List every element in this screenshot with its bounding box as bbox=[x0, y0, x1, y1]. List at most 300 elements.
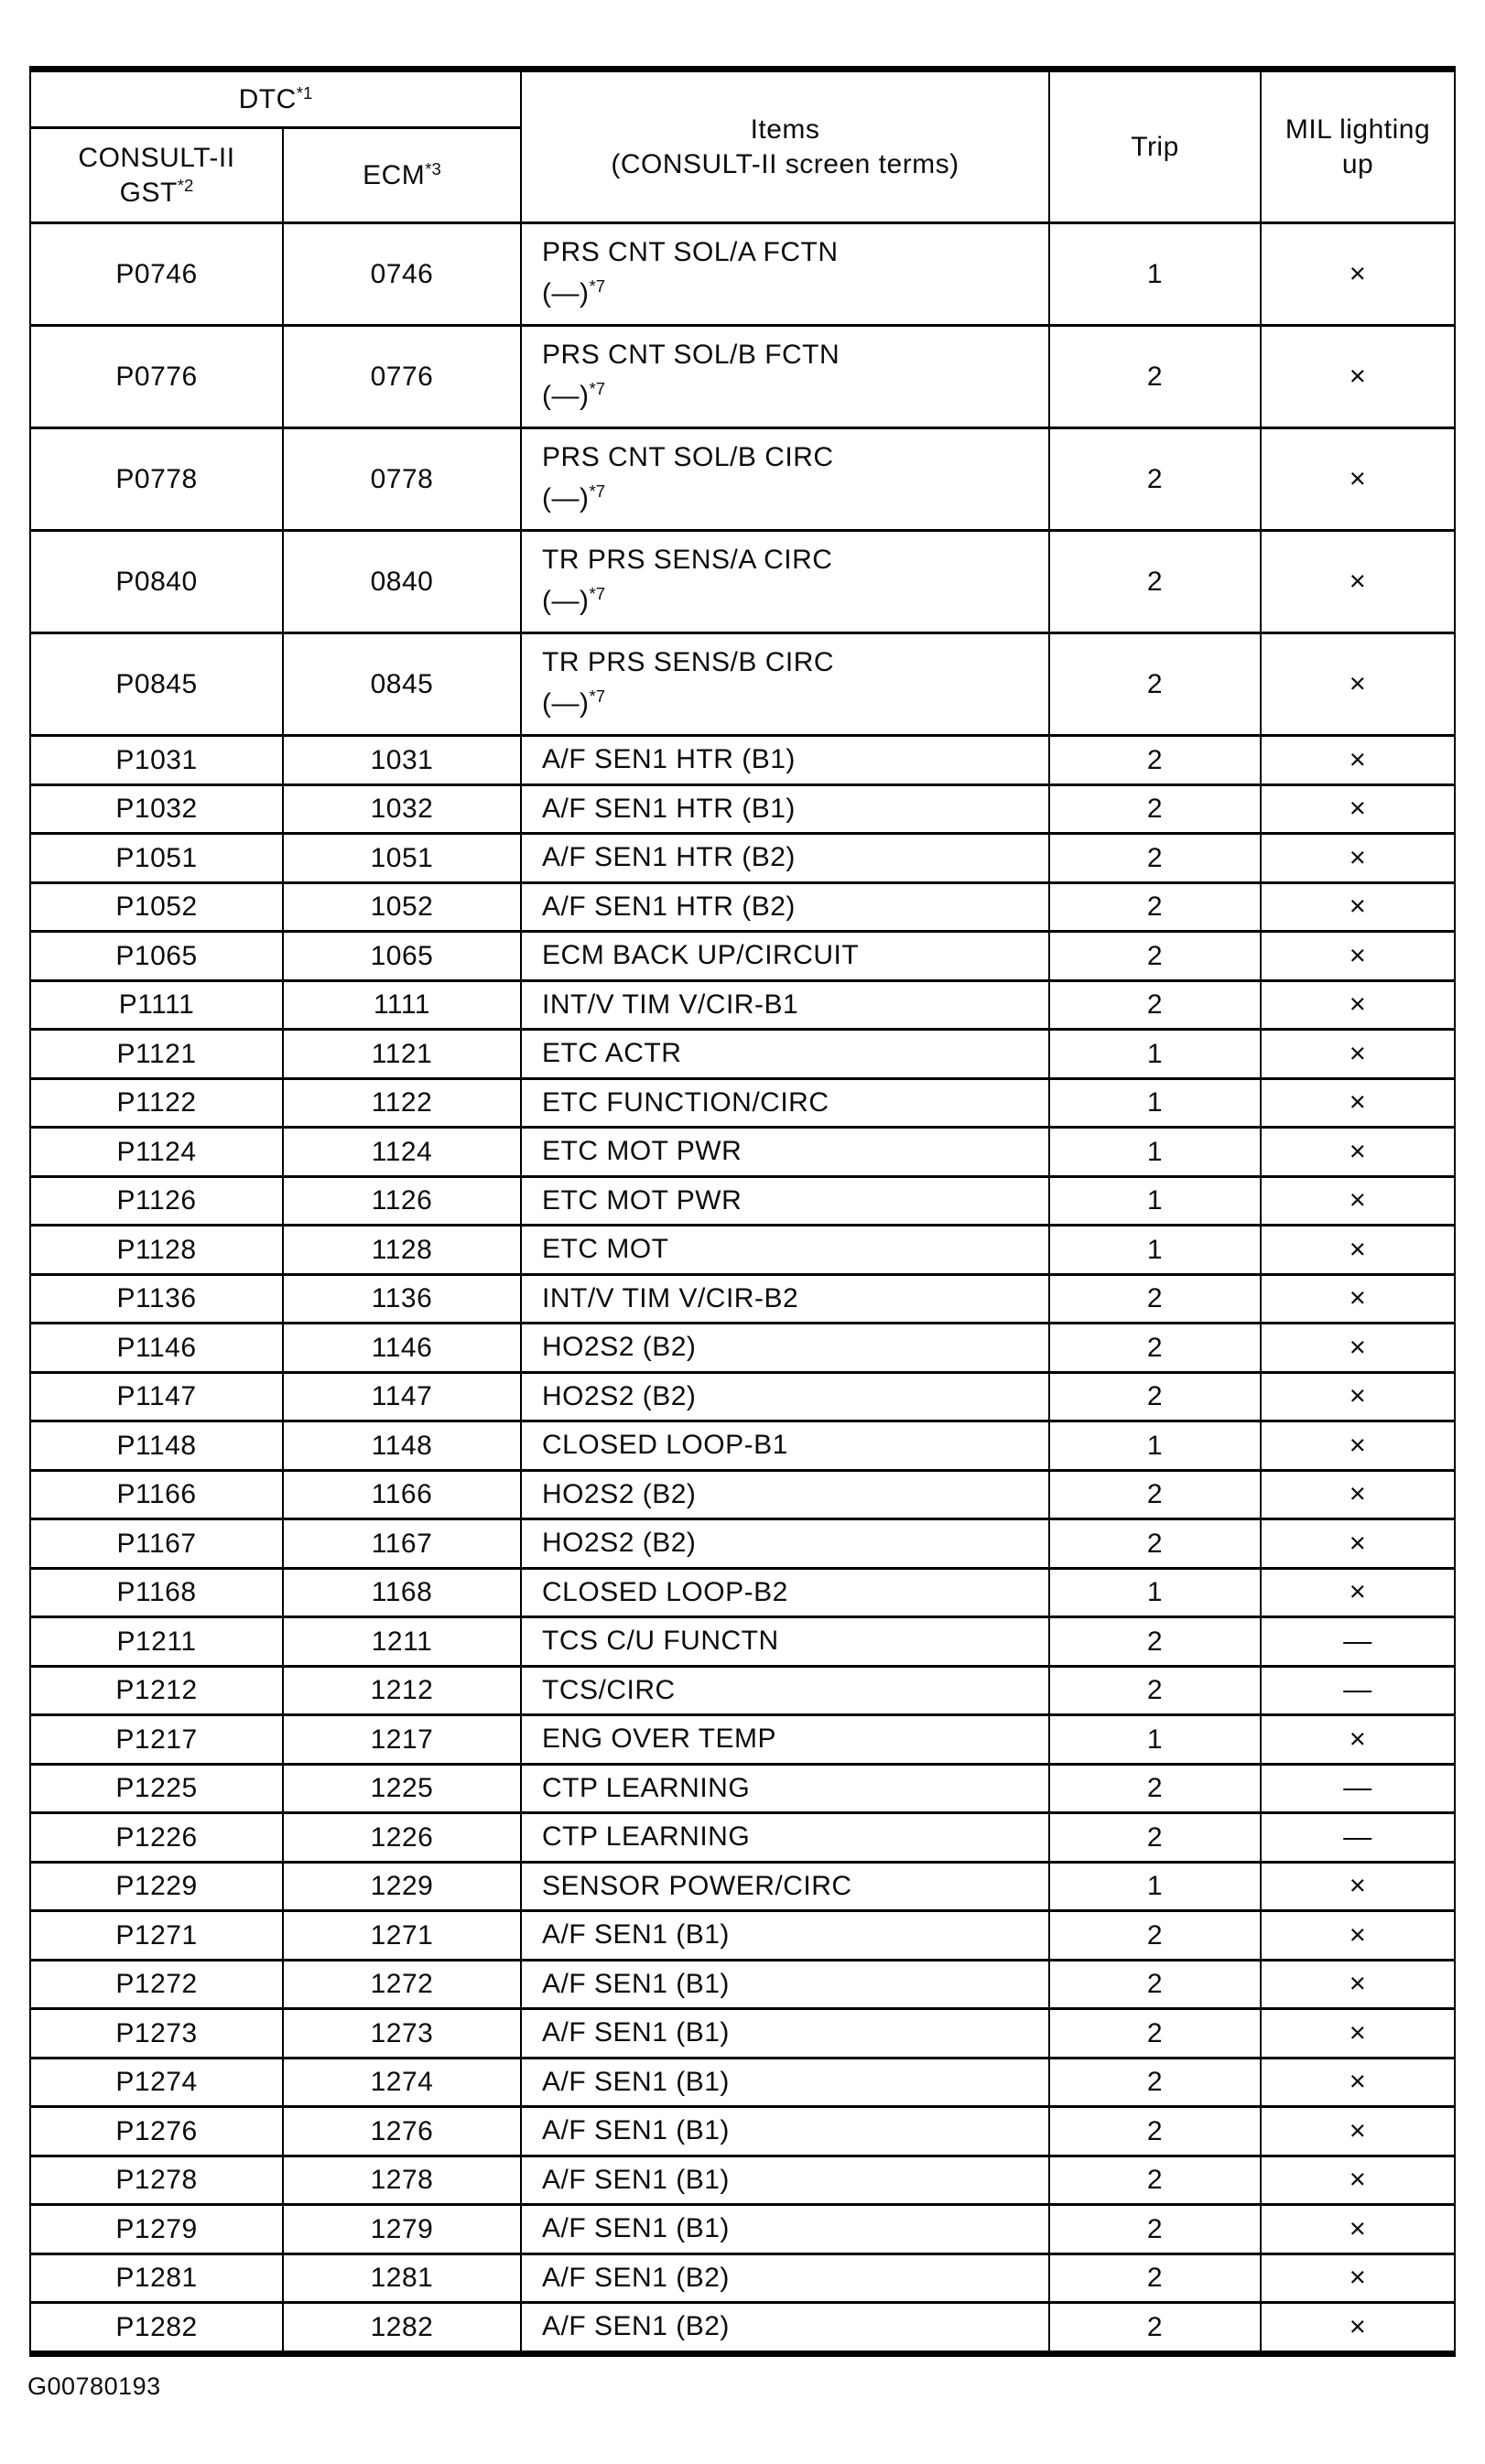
trip-cell: 2 bbox=[1049, 2253, 1261, 2303]
item-note-text: (—) bbox=[542, 380, 590, 411]
item-text: ETC MOT PWR bbox=[542, 1136, 742, 1167]
item-text: HO2S2 (B2) bbox=[542, 1528, 697, 1559]
ecm-code-cell: 1146 bbox=[283, 1324, 521, 1373]
table-row bbox=[30, 1911, 1455, 1961]
header-trip-label: Trip bbox=[1131, 131, 1179, 162]
mil-cell: × bbox=[1261, 531, 1455, 633]
table-row bbox=[30, 1519, 1455, 1569]
trip-cell: 2 bbox=[1049, 2303, 1261, 2354]
mil-cell: — bbox=[1261, 1813, 1455, 1863]
consult-code-cell: P1271 bbox=[30, 1911, 283, 1961]
items-cell bbox=[521, 1568, 1049, 1617]
table-row bbox=[30, 1274, 1455, 1324]
trip-cell: 2 bbox=[1049, 834, 1261, 883]
ecm-code-cell: 1271 bbox=[283, 1911, 521, 1961]
trip-cell: 2 bbox=[1049, 1764, 1261, 1813]
item-text: ENG OVER TEMP bbox=[542, 1724, 777, 1755]
items-cell bbox=[521, 980, 1049, 1030]
consult-code-cell: P1212 bbox=[30, 1666, 283, 1715]
trip-cell: 2 bbox=[1049, 882, 1261, 932]
ecm-code-cell: 1065 bbox=[283, 932, 521, 981]
header-consult-gst bbox=[30, 128, 283, 223]
item-text: A/F SEN1 HTR (B2) bbox=[542, 891, 796, 922]
item-text: CTP LEARNING bbox=[542, 1821, 751, 1853]
trip-cell: 1 bbox=[1049, 223, 1261, 326]
items-cell bbox=[521, 1666, 1049, 1715]
table-row bbox=[30, 1666, 1455, 1715]
item-text: TCS C/U FUNCTN bbox=[542, 1626, 779, 1657]
header-ecm-label: ECM bbox=[363, 159, 426, 190]
item-text: A/F SEN1 (B1) bbox=[542, 2115, 730, 2146]
item-text: HO2S2 (B2) bbox=[542, 1332, 697, 1363]
ecm-code-cell: 1212 bbox=[283, 1666, 521, 1715]
table-row bbox=[30, 1813, 1455, 1863]
mil-cell: × bbox=[1261, 2205, 1455, 2254]
mil-cell: × bbox=[1261, 2009, 1455, 2059]
ecm-code-cell: 1136 bbox=[283, 1274, 521, 1324]
item-note bbox=[542, 378, 1041, 417]
consult-code-cell: P0778 bbox=[30, 428, 283, 531]
header-items-line1: Items bbox=[750, 114, 820, 145]
item-text: A/F SEN1 (B2) bbox=[542, 2311, 730, 2342]
items-cell bbox=[521, 2156, 1049, 2205]
ecm-code-cell: 1226 bbox=[283, 1813, 521, 1863]
item-text: CLOSED LOOP-B1 bbox=[542, 1430, 788, 1461]
ecm-code-cell: 1121 bbox=[283, 1030, 521, 1079]
consult-code-cell: P1031 bbox=[30, 736, 283, 785]
trip-cell: 2 bbox=[1049, 2205, 1261, 2254]
ecm-code-cell: 1122 bbox=[283, 1078, 521, 1128]
table-row bbox=[30, 980, 1455, 1030]
table-row bbox=[30, 1617, 1455, 1667]
item-note-text: (—) bbox=[542, 482, 590, 513]
consult-code-cell: P1122 bbox=[30, 1078, 283, 1128]
header-trip bbox=[1049, 70, 1261, 223]
trip-cell: 2 bbox=[1049, 1911, 1261, 1961]
table-row bbox=[30, 1324, 1455, 1373]
consult-code-cell: P1273 bbox=[30, 2009, 283, 2059]
trip-cell: 2 bbox=[1049, 932, 1261, 981]
ecm-code-cell: 0840 bbox=[283, 531, 521, 633]
consult-code-cell: P0746 bbox=[30, 223, 283, 326]
items-cell bbox=[521, 932, 1049, 981]
consult-code-cell: P1124 bbox=[30, 1128, 283, 1177]
consult-code-cell: P1147 bbox=[30, 1372, 283, 1421]
consult-code-cell: P1167 bbox=[30, 1519, 283, 1569]
consult-code-cell: P1166 bbox=[30, 1470, 283, 1519]
trip-cell: 1 bbox=[1049, 1421, 1261, 1471]
mil-cell: × bbox=[1261, 326, 1455, 428]
mil-cell: × bbox=[1261, 1960, 1455, 2009]
ecm-code-cell: 1282 bbox=[283, 2303, 521, 2354]
ecm-code-cell: 1272 bbox=[283, 1960, 521, 2009]
trip-cell: 2 bbox=[1049, 2156, 1261, 2205]
header-mil-line1: MIL lighting bbox=[1284, 114, 1431, 145]
table-row bbox=[30, 1128, 1455, 1177]
item-text: A/F SEN1 HTR (B1) bbox=[542, 744, 796, 775]
items-cell bbox=[521, 882, 1049, 932]
table-row bbox=[30, 223, 1455, 326]
table-row bbox=[30, 2156, 1455, 2205]
table-row bbox=[30, 1715, 1455, 1765]
items-cell bbox=[521, 1421, 1049, 1471]
items-cell bbox=[521, 1519, 1049, 1569]
mil-cell: × bbox=[1261, 980, 1455, 1030]
trip-cell: 2 bbox=[1049, 1813, 1261, 1863]
trip-cell: 2 bbox=[1049, 980, 1261, 1030]
trip-cell: 2 bbox=[1049, 1274, 1261, 1324]
item-note-footnote: *7 bbox=[589, 379, 606, 399]
consult-code-cell: P1128 bbox=[30, 1226, 283, 1275]
item-text: ETC MOT PWR bbox=[542, 1184, 742, 1216]
mil-cell: × bbox=[1261, 2107, 1455, 2156]
table-row bbox=[30, 1960, 1455, 2009]
items-cell bbox=[521, 1764, 1049, 1813]
item-text: ETC MOT bbox=[542, 1234, 669, 1265]
item-note-footnote: *7 bbox=[589, 276, 606, 297]
ecm-code-cell: 1126 bbox=[283, 1176, 521, 1226]
item-text: A/F SEN1 (B1) bbox=[542, 2213, 730, 2244]
table-row bbox=[30, 1226, 1455, 1275]
consult-code-cell: P1051 bbox=[30, 834, 283, 883]
item-text: INT/V TIM V/CIR-B2 bbox=[542, 1282, 799, 1313]
item-text: A/F SEN1 HTR (B2) bbox=[542, 842, 796, 873]
item-note-text: (—) bbox=[542, 585, 590, 616]
item-text: A/F SEN1 (B1) bbox=[542, 2017, 730, 2048]
consult-code-cell: P1032 bbox=[30, 784, 283, 834]
ecm-code-cell: 1229 bbox=[283, 1862, 521, 1911]
header-gst-footnote: *2 bbox=[177, 176, 194, 196]
table-row bbox=[30, 1568, 1455, 1617]
items-cell bbox=[521, 2058, 1049, 2107]
item-text: HO2S2 (B2) bbox=[542, 1380, 697, 1411]
items-cell bbox=[521, 2303, 1049, 2354]
header-items bbox=[521, 70, 1049, 223]
consult-code-cell: P1281 bbox=[30, 2253, 283, 2303]
mil-cell: × bbox=[1261, 1715, 1455, 1765]
header-ecm bbox=[283, 128, 521, 223]
mil-cell: × bbox=[1261, 1274, 1455, 1324]
ecm-code-cell: 1052 bbox=[283, 882, 521, 932]
items-cell bbox=[521, 1960, 1049, 2009]
item-note bbox=[542, 481, 1041, 520]
mil-cell: × bbox=[1261, 633, 1455, 736]
mil-cell: × bbox=[1261, 1519, 1455, 1569]
mil-cell: × bbox=[1261, 428, 1455, 531]
mil-cell: × bbox=[1261, 2253, 1455, 2303]
trip-cell: 1 bbox=[1049, 1078, 1261, 1128]
mil-cell: × bbox=[1261, 1421, 1455, 1471]
table-body bbox=[30, 223, 1455, 2354]
ecm-code-cell: 1168 bbox=[283, 1568, 521, 1617]
header-gst-label: GST bbox=[119, 177, 178, 208]
items-cell bbox=[521, 1470, 1049, 1519]
mil-cell: × bbox=[1261, 1078, 1455, 1128]
ecm-code-cell: 1217 bbox=[283, 1715, 521, 1765]
trip-cell: 2 bbox=[1049, 1372, 1261, 1421]
table-row bbox=[30, 2058, 1455, 2107]
ecm-code-cell: 1032 bbox=[283, 784, 521, 834]
table-row bbox=[30, 1372, 1455, 1421]
consult-code-cell: P1136 bbox=[30, 1274, 283, 1324]
item-text: A/F SEN1 (B2) bbox=[542, 2262, 730, 2293]
header-dtc bbox=[30, 70, 521, 128]
mil-cell: — bbox=[1261, 1666, 1455, 1715]
trip-cell: 1 bbox=[1049, 1128, 1261, 1177]
ecm-code-cell: 1128 bbox=[283, 1226, 521, 1275]
trip-cell: 2 bbox=[1049, 1519, 1261, 1569]
items-cell bbox=[521, 1078, 1049, 1128]
item-text: TR PRS SENS/A CIRC bbox=[542, 544, 833, 575]
mil-cell: × bbox=[1261, 1911, 1455, 1961]
ecm-code-cell: 1276 bbox=[283, 2107, 521, 2156]
trip-cell: 2 bbox=[1049, 1960, 1261, 2009]
items-cell bbox=[521, 428, 1049, 531]
items-cell bbox=[521, 1372, 1049, 1421]
table-header bbox=[30, 70, 1455, 223]
item-text: A/F SEN1 (B1) bbox=[542, 2066, 730, 2097]
item-text: A/F SEN1 HTR (B1) bbox=[542, 793, 796, 824]
consult-code-cell: P1229 bbox=[30, 1862, 283, 1911]
item-note bbox=[542, 276, 1041, 315]
consult-code-cell: P1282 bbox=[30, 2303, 283, 2354]
consult-code-cell: P1272 bbox=[30, 1960, 283, 2009]
ecm-code-cell: 1111 bbox=[283, 980, 521, 1030]
item-text: ECM BACK UP/CIRCUIT bbox=[542, 940, 860, 971]
ecm-code-cell: 0778 bbox=[283, 428, 521, 531]
items-cell bbox=[521, 1128, 1049, 1177]
item-text: PRS CNT SOL/B FCTN bbox=[542, 339, 840, 370]
items-cell bbox=[521, 1617, 1049, 1667]
trip-cell: 2 bbox=[1049, 784, 1261, 834]
table-row bbox=[30, 1078, 1455, 1128]
items-cell bbox=[521, 531, 1049, 633]
header-mil bbox=[1261, 70, 1455, 223]
consult-code-cell: P1121 bbox=[30, 1030, 283, 1079]
table-row bbox=[30, 736, 1455, 785]
item-text: INT/V TIM V/CIR-B1 bbox=[542, 989, 799, 1020]
consult-code-cell: P1225 bbox=[30, 1764, 283, 1813]
items-cell bbox=[521, 1226, 1049, 1275]
item-note-text: (—) bbox=[542, 687, 590, 719]
item-note-footnote: *7 bbox=[589, 481, 606, 502]
trip-cell: 1 bbox=[1049, 1715, 1261, 1765]
ecm-code-cell: 1147 bbox=[283, 1372, 521, 1421]
trip-cell: 2 bbox=[1049, 1666, 1261, 1715]
ecm-code-cell: 1167 bbox=[283, 1519, 521, 1569]
item-text: A/F SEN1 (B1) bbox=[542, 2164, 730, 2195]
consult-code-cell: P1274 bbox=[30, 2058, 283, 2107]
items-cell bbox=[521, 2253, 1049, 2303]
mil-cell: × bbox=[1261, 1568, 1455, 1617]
consult-code-cell: P1052 bbox=[30, 882, 283, 932]
ecm-code-cell: 1281 bbox=[283, 2253, 521, 2303]
trip-cell: 1 bbox=[1049, 1862, 1261, 1911]
ecm-code-cell: 1279 bbox=[283, 2205, 521, 2254]
table-row bbox=[30, 1470, 1455, 1519]
trip-cell: 2 bbox=[1049, 2107, 1261, 2156]
consult-code-cell: P1217 bbox=[30, 1715, 283, 1765]
item-text: TCS/CIRC bbox=[542, 1674, 676, 1705]
header-dtc-label: DTC bbox=[238, 83, 297, 114]
consult-code-cell: P1279 bbox=[30, 2205, 283, 2254]
items-cell bbox=[521, 633, 1049, 736]
consult-code-cell: P1065 bbox=[30, 932, 283, 981]
header-ecm-footnote: *3 bbox=[425, 158, 441, 178]
table-row bbox=[30, 932, 1455, 981]
consult-code-cell: P1146 bbox=[30, 1324, 283, 1373]
items-cell bbox=[521, 1911, 1049, 1961]
item-text: ETC ACTR bbox=[542, 1038, 682, 1069]
mil-cell: × bbox=[1261, 2156, 1455, 2205]
table-row bbox=[30, 1862, 1455, 1911]
items-cell bbox=[521, 1862, 1049, 1911]
ecm-code-cell: 1225 bbox=[283, 1764, 521, 1813]
table-row bbox=[30, 326, 1455, 428]
items-cell bbox=[521, 1715, 1049, 1765]
item-note-footnote: *7 bbox=[589, 686, 606, 707]
mil-cell: × bbox=[1261, 1226, 1455, 1275]
items-cell bbox=[521, 326, 1049, 428]
item-text: CTP LEARNING bbox=[542, 1772, 751, 1803]
items-cell bbox=[521, 834, 1049, 883]
trip-cell: 1 bbox=[1049, 1568, 1261, 1617]
mil-cell: × bbox=[1261, 1030, 1455, 1079]
table-row bbox=[30, 1030, 1455, 1079]
table-row bbox=[30, 2253, 1455, 2303]
consult-code-cell: P1148 bbox=[30, 1421, 283, 1471]
items-cell bbox=[521, 1274, 1049, 1324]
ecm-code-cell: 1278 bbox=[283, 2156, 521, 2205]
trip-cell: 2 bbox=[1049, 633, 1261, 736]
ecm-code-cell: 1148 bbox=[283, 1421, 521, 1471]
table-row bbox=[30, 1764, 1455, 1813]
trip-cell: 1 bbox=[1049, 1030, 1261, 1079]
ecm-code-cell: 0776 bbox=[283, 326, 521, 428]
ecm-code-cell: 0746 bbox=[283, 223, 521, 326]
consult-code-cell: P0840 bbox=[30, 531, 283, 633]
header-consult-line2 bbox=[31, 176, 282, 211]
table-row bbox=[30, 2303, 1455, 2354]
item-text: PRS CNT SOL/A FCTN bbox=[542, 236, 839, 267]
consult-code-cell: P1276 bbox=[30, 2107, 283, 2156]
mil-cell: — bbox=[1261, 1764, 1455, 1813]
item-note-footnote: *7 bbox=[589, 584, 606, 604]
table-row bbox=[30, 834, 1455, 883]
mil-cell: × bbox=[1261, 1862, 1455, 1911]
table-row bbox=[30, 2205, 1455, 2254]
ecm-code-cell: 1274 bbox=[283, 2058, 521, 2107]
item-text: CLOSED LOOP-B2 bbox=[542, 1576, 788, 1607]
item-text: A/F SEN1 (B1) bbox=[542, 1968, 730, 1999]
item-note bbox=[542, 583, 1041, 622]
items-cell bbox=[521, 2107, 1049, 2156]
item-text: A/F SEN1 (B1) bbox=[542, 1919, 730, 1951]
items-cell bbox=[521, 784, 1049, 834]
items-cell bbox=[521, 2205, 1049, 2254]
mil-cell: × bbox=[1261, 1470, 1455, 1519]
table-row bbox=[30, 882, 1455, 932]
trip-cell: 2 bbox=[1049, 736, 1261, 785]
table-row bbox=[30, 531, 1455, 633]
ecm-code-cell: 1031 bbox=[283, 736, 521, 785]
items-cell bbox=[521, 1176, 1049, 1226]
item-note bbox=[542, 686, 1041, 725]
consult-code-cell: P1126 bbox=[30, 1176, 283, 1226]
item-text: TR PRS SENS/B CIRC bbox=[542, 646, 835, 677]
trip-cell: 2 bbox=[1049, 1617, 1261, 1667]
items-cell bbox=[521, 223, 1049, 326]
mil-cell: × bbox=[1261, 2303, 1455, 2354]
mil-cell: × bbox=[1261, 1324, 1455, 1373]
trip-cell: 2 bbox=[1049, 326, 1261, 428]
consult-code-cell: P1211 bbox=[30, 1617, 283, 1667]
consult-code-cell: P1111 bbox=[30, 980, 283, 1030]
trip-cell: 2 bbox=[1049, 428, 1261, 531]
table-row bbox=[30, 1421, 1455, 1471]
mil-cell: × bbox=[1261, 223, 1455, 326]
mil-cell: × bbox=[1261, 882, 1455, 932]
items-cell bbox=[521, 1813, 1049, 1863]
header-mil-line2: up bbox=[1341, 148, 1374, 179]
ecm-code-cell: 0845 bbox=[283, 633, 521, 736]
items-cell bbox=[521, 1030, 1049, 1079]
mil-cell: × bbox=[1261, 1176, 1455, 1226]
trip-cell: 2 bbox=[1049, 1324, 1261, 1373]
mil-cell: × bbox=[1261, 932, 1455, 981]
item-text: ETC FUNCTION/CIRC bbox=[542, 1086, 829, 1118]
mil-cell: × bbox=[1261, 2058, 1455, 2107]
ecm-code-cell: 1124 bbox=[283, 1128, 521, 1177]
consult-code-cell: P0776 bbox=[30, 326, 283, 428]
trip-cell: 1 bbox=[1049, 1176, 1261, 1226]
items-cell bbox=[521, 1324, 1049, 1373]
table-row bbox=[30, 784, 1455, 834]
table-row bbox=[30, 1176, 1455, 1226]
figure-code: G00780193 bbox=[27, 2372, 161, 2400]
ecm-code-cell: 1051 bbox=[283, 834, 521, 883]
trip-cell: 2 bbox=[1049, 1470, 1261, 1519]
trip-cell: 2 bbox=[1049, 531, 1261, 633]
ecm-code-cell: 1166 bbox=[283, 1470, 521, 1519]
mil-cell: × bbox=[1261, 1372, 1455, 1421]
consult-code-cell: P0845 bbox=[30, 633, 283, 736]
consult-code-cell: P1278 bbox=[30, 2156, 283, 2205]
header-items-line2: (CONSULT-II screen terms) bbox=[611, 148, 959, 179]
trip-cell: 1 bbox=[1049, 1226, 1261, 1275]
table-row bbox=[30, 2107, 1455, 2156]
dtc-table bbox=[29, 66, 1456, 2357]
header-dtc-footnote: *1 bbox=[296, 82, 313, 103]
table-row bbox=[30, 633, 1455, 736]
item-text: PRS CNT SOL/B CIRC bbox=[542, 441, 834, 472]
ecm-code-cell: 1273 bbox=[283, 2009, 521, 2059]
trip-cell: 2 bbox=[1049, 2009, 1261, 2059]
consult-code-cell: P1168 bbox=[30, 1568, 283, 1617]
table-row bbox=[30, 2009, 1455, 2059]
item-text: SENSOR POWER/CIRC bbox=[542, 1870, 852, 1901]
item-note-text: (—) bbox=[542, 277, 590, 308]
mil-cell: × bbox=[1261, 834, 1455, 883]
consult-code-cell: P1226 bbox=[30, 1813, 283, 1863]
mil-cell: — bbox=[1261, 1617, 1455, 1667]
items-cell bbox=[521, 2009, 1049, 2059]
items-cell bbox=[521, 736, 1049, 785]
mil-cell: × bbox=[1261, 736, 1455, 785]
ecm-code-cell: 1211 bbox=[283, 1617, 521, 1667]
mil-cell: × bbox=[1261, 784, 1455, 834]
trip-cell: 2 bbox=[1049, 2058, 1261, 2107]
